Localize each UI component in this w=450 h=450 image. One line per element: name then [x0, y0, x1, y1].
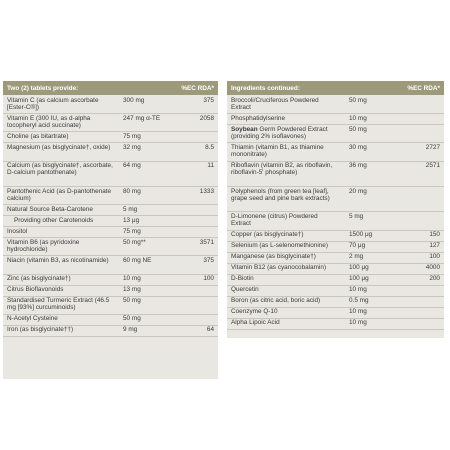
ingredient-rda-percent: 200	[429, 275, 440, 283]
table-row	[3, 186, 218, 205]
ingredient-rda-percent: 150	[429, 231, 440, 239]
ingredient-amount: 9 mg	[123, 326, 138, 334]
ingredient-amount: 10 mg	[123, 275, 141, 283]
ingredient-name: Vitamin E (300 IU, as d-alpha tocopheryl acid succinate)	[7, 114, 91, 129]
ingredient-amount: 50 mg	[349, 125, 367, 133]
ingredient-amount: 64 mg	[123, 162, 141, 170]
ingredient-name: Polyphenols (from green tea [leaf], grape seed and pine bark extracts)	[231, 187, 330, 202]
table-row	[227, 161, 444, 187]
ingredient-name: Boron (as citric acid, boric acid)	[231, 297, 321, 305]
ingredient-amount: 100 μg	[349, 264, 369, 272]
ingredient-amount: 5 mg	[123, 205, 138, 213]
ingredient-amount: 75 mg	[123, 132, 141, 140]
ingredient-name: Manganese (as bisglycinate†)	[231, 253, 316, 261]
ingredient-rda-percent: 3571	[199, 238, 214, 246]
ingredient-name: Vitamin B12 (as cyanocobalamin)	[231, 264, 327, 272]
ingredient-name: D-Biotin	[231, 275, 254, 283]
ingredient-amount: 50 mg	[123, 315, 141, 323]
ingredient-amount: 50 mg**	[123, 238, 146, 246]
ingredient-rda-percent: 1333	[199, 187, 214, 195]
table-row	[3, 237, 218, 256]
ingredient-name: Inositol	[7, 227, 28, 235]
ingredient-name: Riboflavin (vitamin B2, as riboflavin, riboflavin-5' phosphate)	[231, 162, 333, 177]
ingredient-name: Alpha Lipoic Acid	[231, 319, 280, 327]
table-row	[227, 95, 444, 114]
ingredient-amount: 70 μg	[349, 242, 366, 250]
ingredient-rda-percent: 375	[203, 96, 214, 104]
table-row	[3, 325, 218, 337]
nutrition-table-left	[3, 81, 218, 379]
ingredient-amount: 50 mg	[349, 96, 367, 104]
ingredient-name: Quercetin	[231, 286, 259, 294]
nutrition-table-right	[227, 81, 444, 338]
ingredient-name: Iron (as bisglycinate††)	[7, 326, 74, 334]
ingredient-amount: 80 mg	[123, 187, 141, 195]
table-row	[3, 161, 218, 187]
ingredient-amount: 10 mg	[349, 308, 367, 316]
ingredient-name: N-Acetyl Cysteine	[7, 315, 58, 323]
table-header	[3, 81, 218, 95]
ingredient-amount: 300 mg	[123, 96, 145, 104]
ingredient-rda-percent: 8.5	[205, 143, 214, 151]
table-row	[3, 113, 218, 132]
ingredient-amount: 10 mg	[349, 319, 367, 327]
ingredient-name: Soybean Germ Powdered Extract (providing 2% isoflavones)	[231, 125, 328, 140]
ingredient-amount: 50 mg	[123, 297, 141, 305]
ingredient-name: Broccoli/Cruciferous Powdered Extract	[231, 96, 319, 111]
ingredient-name: Thiamin (vitamin B1, as thiamine mononitrate)	[231, 143, 324, 159]
ingredient-rda-percent: 64	[206, 326, 214, 334]
ingredient-name: Choline (as bitartrate)	[7, 132, 69, 140]
ingredient-name: Selenium (as L-selenomethionine)	[231, 242, 328, 250]
ingredient-rda-percent: 2727	[425, 143, 440, 151]
ingredient-amount: 2 mg	[349, 253, 364, 261]
ingredient-amount: 20 mg	[349, 187, 367, 195]
ingredient-amount: 60 mg NE	[123, 256, 152, 264]
table-row	[3, 142, 218, 161]
table-header	[227, 81, 444, 95]
ingredient-name: Pantothenic Acid (as D-pantothenate calcium)	[7, 187, 112, 202]
table-row	[227, 318, 444, 330]
ingredient-amount: 10 mg	[349, 286, 367, 294]
table-row	[3, 296, 218, 315]
ingredient-amount: 13 mg	[123, 286, 141, 294]
ingredient-amount: 1500 μg	[349, 231, 373, 239]
table-row	[227, 124, 444, 143]
ingredient-rda-percent: 2058	[199, 114, 214, 122]
ingredient-rda-percent: 2571	[425, 162, 440, 170]
header-rda: %EC RDA*	[181, 84, 214, 92]
ingredient-rda-percent: 127	[429, 242, 440, 250]
table-row	[227, 186, 444, 212]
table-row	[227, 211, 444, 230]
ingredient-name: Standardised Turmeric Extract (46.5 mg [93%] curcuminoids)	[7, 297, 110, 312]
ingredient-name: Vitamin C (as calcium ascorbate [Ester-C®])	[7, 96, 99, 111]
header-rda: %EC RDA*	[407, 84, 440, 92]
ingredient-amount: 32 mg	[123, 143, 141, 151]
ingredient-rda-percent: 100	[429, 253, 440, 261]
ingredient-name: Providing other Carotenoids	[14, 216, 94, 224]
ingredient-rda-percent: 11	[207, 162, 214, 170]
table-row	[227, 142, 444, 161]
ingredient-rda-percent: 100	[203, 275, 214, 283]
ingredient-name: Natural Source Beta-Carotene	[7, 205, 93, 213]
ingredient-amount: 247 mg α-TE	[123, 114, 161, 122]
ingredient-name: Coenzyme Q-10	[231, 308, 278, 316]
ingredient-rda-percent: 4000	[425, 264, 440, 272]
table-row	[3, 255, 218, 274]
header-title: Two (2) tablets provide:	[7, 84, 79, 92]
ingredient-name: Phosphatidylserine	[231, 114, 285, 122]
ingredient-amount: 13 μg	[123, 216, 140, 224]
ingredient-amount: 0.5 mg	[349, 297, 369, 305]
ingredient-name: Citrus Bioflavonoids	[7, 286, 64, 294]
ingredient-amount: 100 μg	[349, 275, 369, 283]
ingredient-amount: 30 mg	[349, 143, 367, 151]
ingredient-name: Copper (as bisglycinate†)	[231, 231, 304, 239]
ingredient-amount: 10 mg	[349, 114, 367, 122]
ingredient-name: Magnesium (as bisglycinate†, oxide)	[7, 143, 111, 151]
ingredient-amount: 5 mg	[349, 212, 364, 220]
table-row	[3, 95, 218, 114]
ingredient-rda-percent: 375	[203, 256, 214, 264]
header-title: Ingredients continued:	[231, 84, 300, 92]
ingredient-amount: 36 mg	[349, 162, 367, 170]
ingredient-amount: 75 mg	[123, 227, 141, 235]
ingredient-name: Calcium (as bisglycinate†, ascorbate, D-calcium pantothenate)	[7, 162, 113, 177]
ingredient-name: Niacin (vitamin B3, as nicotinamide)	[7, 256, 109, 264]
ingredient-name: Zinc (as bisglycinate†)	[7, 275, 71, 283]
ingredient-name: D-Limonene (citrus) Powdered Extract	[231, 212, 318, 228]
ingredient-name: Vitamin B6 (as pyridoxine hydrochloride)	[7, 238, 80, 253]
